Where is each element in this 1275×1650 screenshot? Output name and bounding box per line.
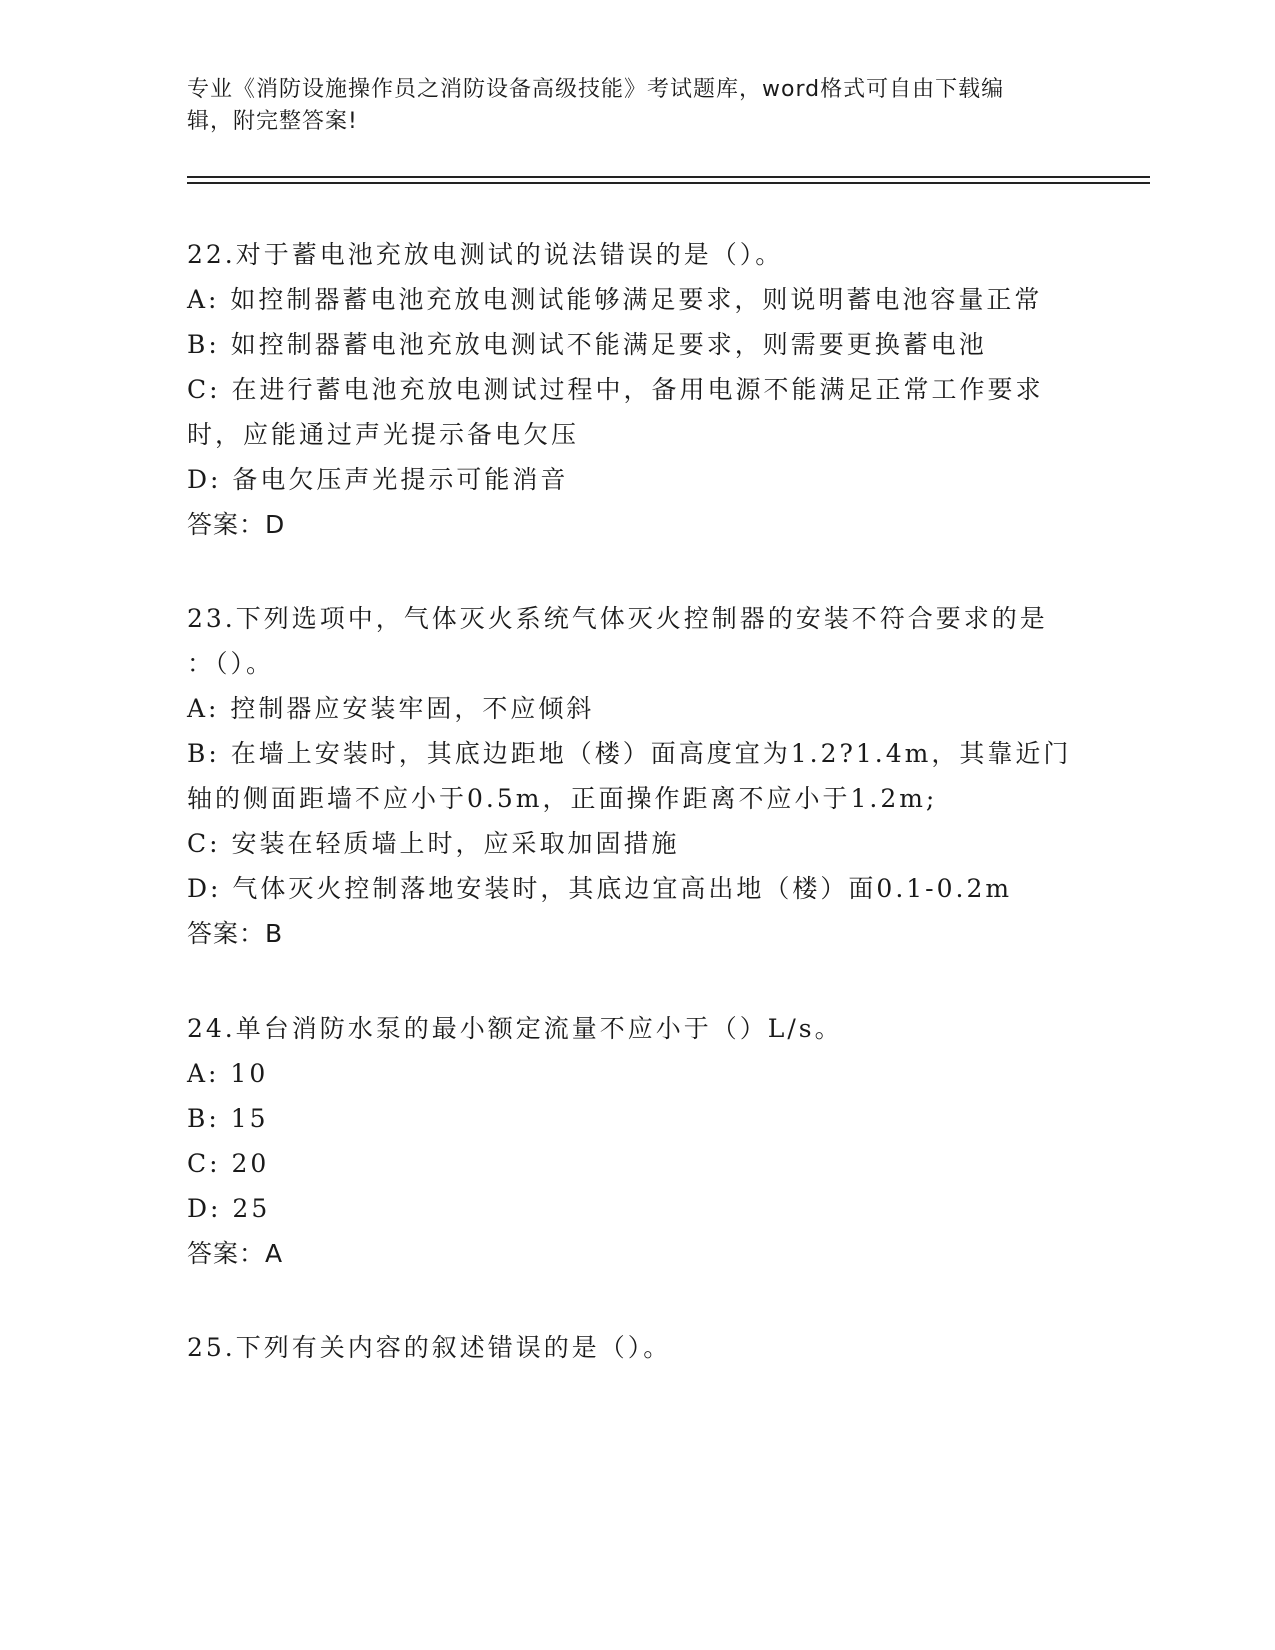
question-24-option-a: A: 10 (187, 1059, 269, 1088)
question-24-answer: 答案：A (187, 1239, 284, 1268)
question-22-option-a: A: 如控制器蓄电池充放电测试能够满足要求，则说明蓄电池容量正常 (187, 285, 1043, 314)
question-23-option-d: D: 气体灭火控制落地安装时，其底边宜高出地（楼）面0.1-0.2m (187, 874, 1013, 903)
question-24-option-d: D: 25 (187, 1194, 271, 1223)
question-25 (187, 1325, 1087, 1370)
question-24-stem: 24.单台消防水泵的最小额定流量不应小于（）L/s。 (187, 1014, 843, 1043)
header-divider-top (187, 176, 1150, 178)
question-23-option-b: B: 在墙上安装时，其底边距地（楼）面高度宜为1.2?1.4m，其靠近门 (187, 739, 1072, 768)
question-23-stem-continued: ：（）。 (187, 649, 275, 678)
question-22-option-c: C: 在进行蓄电池充放电测试过程中，备用电源不能满足正常工作要求 (187, 375, 1044, 404)
question-23-answer: 答案：B (187, 919, 284, 948)
header-divider-bottom (187, 182, 1150, 184)
question-23 (187, 596, 1087, 956)
question-23-option-b-continued: 轴的侧面距墙不应小于0.5m，正面操作距离不应小于1.2m; (187, 784, 938, 813)
question-22 (187, 232, 1087, 547)
question-24 (187, 1006, 1087, 1276)
document-header (187, 74, 1067, 138)
question-23-option-a: A: 控制器应安装牢固，不应倾斜 (187, 694, 595, 723)
question-22-option-d: D: 备电欠压声光提示可能消音 (187, 465, 569, 494)
question-23-option-c: C: 安装在轻质墙上时，应采取加固措施 (187, 829, 680, 858)
question-22-option-c-continued: 时，应能通过声光提示备电欠压 (187, 420, 580, 449)
question-24-option-b: B: 15 (187, 1104, 269, 1133)
question-22-answer: 答案：D (187, 510, 286, 539)
question-24-option-c: C: 20 (187, 1149, 270, 1178)
header-line-2: 辑，附完整答案! (187, 109, 358, 134)
question-23-stem: 23.下列选项中，气体灭火系统气体灭火控制器的安装不符合要求的是 (187, 604, 1048, 633)
question-22-option-b: B: 如控制器蓄电池充放电测试不能满足要求，则需要更换蓄电池 (187, 330, 987, 359)
question-22-stem: 22.对于蓄电池充放电测试的说法错误的是（）。 (187, 240, 784, 269)
header-line-1: 专业《消防设施操作员之消防设备高级技能》考试题库，word格式可自由下载编 (187, 77, 1005, 102)
question-25-stem: 25.下列有关内容的叙述错误的是（）。 (187, 1333, 672, 1362)
